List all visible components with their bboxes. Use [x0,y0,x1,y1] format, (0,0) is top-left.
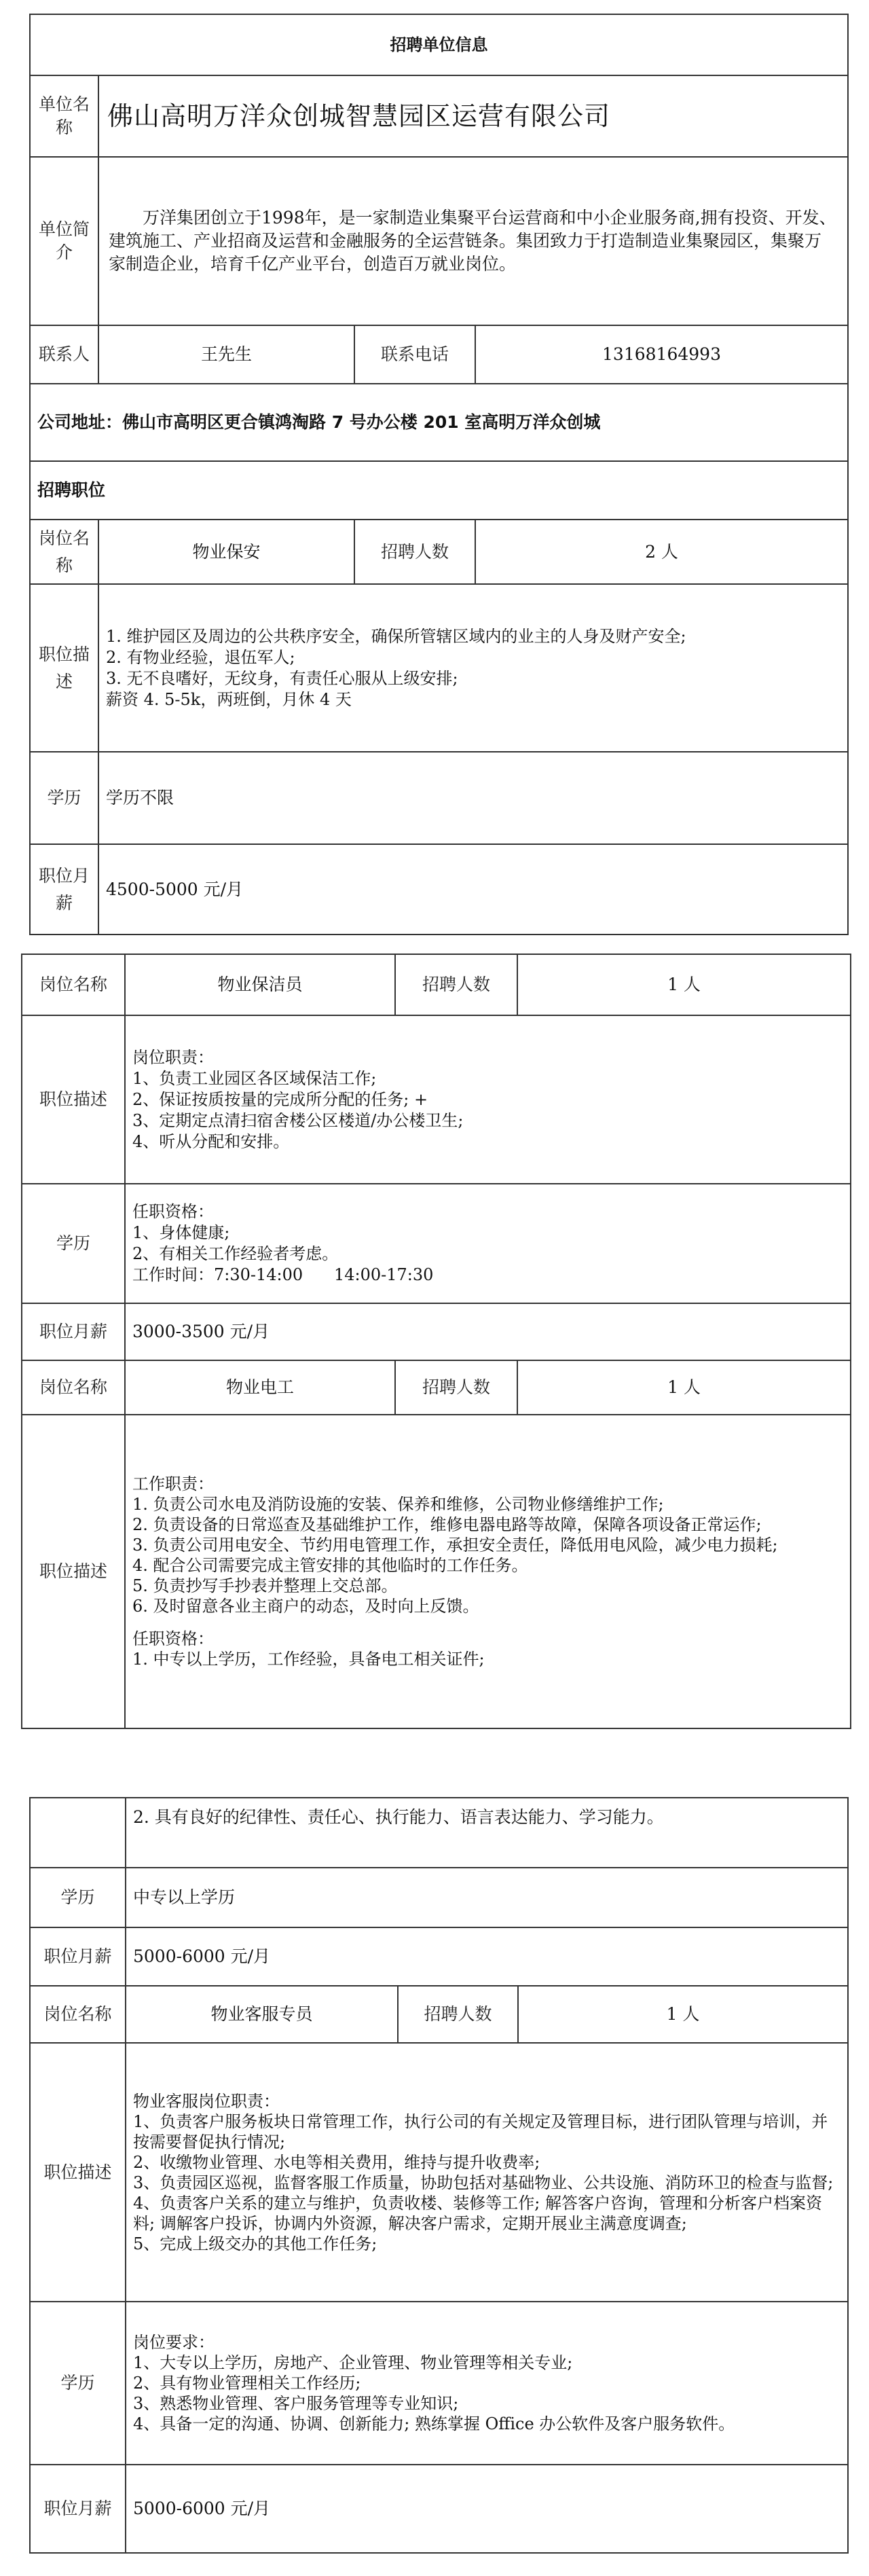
company-address: 公司地址：佛山市高明区更合镇鸿淘路 7 号办公楼 201 室高明万洋众创城 [30,384,848,461]
job-3-desc-line: 2. 负责设备的日常巡查及基础维护工作，维修电器电路等故障，保障各项设备正常运作; [132,1515,762,1534]
company-name-label: 单位名称 [30,75,98,157]
job-1-position-label: 岗位名称 [30,520,98,584]
job-3-position: 物业电工 [125,1360,395,1415]
job-1-count-label: 招聘人数 [354,520,475,584]
job-2-desc-line: 1、负责工业园区各区域保洁工作; [132,1068,377,1088]
job-3-desc [125,1415,851,1728]
job-4-edu [126,2302,848,2465]
job-4-count-label: 招聘人数 [398,1986,518,2043]
job-1-desc-line: 3. 无不良嗜好，无纹身，有责任心服从上级安排; [106,668,458,688]
job-2-edu-label: 学历 [22,1184,125,1303]
job-2-salary-label: 职位月薪 [22,1303,125,1360]
job-4-position-label: 岗位名称 [30,1986,126,2043]
job-2-desc-line: 4、听从分配和安排。 [132,1131,290,1151]
job-4-position: 物业客服专员 [126,1986,398,2043]
job-2-desc [125,1015,851,1184]
header-title: 招聘单位信息 [30,14,848,75]
job-3-desc-line: 3. 负责公司用电安全、节约用电管理工作，承担安全责任，降低用电风险，减少电力损耗; [132,1536,778,1555]
job-4-salary: 5000-6000 元/月 [126,2465,848,2553]
jobs-heading: 招聘职位 [30,461,848,520]
job-3-count: 1 人 [517,1360,851,1415]
job-1-desc-line: 薪资 4. 5-5k，两班倒，月休 4 天 [106,689,352,709]
company-intro: 万洋集团创立于1998年，是一家制造业集聚平台运营商和中小企业服务商,拥有投资、开发、建筑施工、产业招商及运营和金融服务的全运营链条。集团致力于打造制造业集聚园区，集聚万家制造企业，培育千亿产业平台，创造百万就业岗位。 [98,157,848,325]
job-3-salary-label: 职位月薪 [30,1927,126,1986]
job-4-salary-label: 职位月薪 [30,2465,126,2553]
job-2-edu-line: 工作时间：7:30-14:00 14:00-17:30 [132,1265,434,1284]
job-4-desc-line: 1、负责客户服务板块日常管理工作，执行公司的有关规定及管理目标，进行团队管理与培训，并按需要督促执行情况; [133,2111,828,2152]
job-4-edu-line: 2、具有物业管理相关工作经历; [133,2374,361,2393]
job-4-desc-label: 职位描述 [30,2043,126,2302]
phone-value: 13168164993 [475,325,848,384]
job-3-desc-line: 5. 负责抄写手抄表并整理上交总部。 [132,1576,398,1595]
job-1-desc-label: 职位描述 [30,584,98,752]
phone-label: 联系电话 [354,325,475,384]
jobs-table-3 [29,1797,849,2554]
job-2-count-label: 招聘人数 [395,954,517,1015]
job-3-desc-line [132,1616,843,1629]
job-3-desc-line: 6. 及时留意各业主商户的动态，及时向上反馈。 [132,1597,479,1616]
job-3-desc-label: 职位描述 [22,1415,125,1728]
job-2-edu [125,1184,851,1303]
job-3-position-label: 岗位名称 [22,1360,125,1415]
job-1-salary-label: 职位月薪 [30,844,98,935]
job-3-desc-line: 1. 负责公司水电及消防设施的安装、保养和维修，公司物业修缮维护工作; [132,1495,664,1514]
job-3-edu: 中专以上学历 [126,1868,848,1927]
company-info-table [29,14,849,935]
contact-value: 王先生 [98,325,354,384]
job-3-salary: 5000-6000 元/月 [126,1927,848,1986]
job-1-desc-line: 2. 有物业经验，退伍军人; [106,647,295,667]
job-3-edu-label: 学历 [30,1868,126,1927]
job-3-desc-line: 4. 配合公司需要完成主管安排的其他临时的工作任务。 [132,1556,528,1575]
job-1-title-row [30,520,848,584]
job-1-salary: 4500-5000 元/月 [98,844,848,935]
job-2-edu-line: 2、有相关工作经验者考虑。 [132,1244,339,1263]
job-3-desc-line: 任职资格： [132,1629,214,1648]
job-1-edu: 学历不限 [98,752,848,844]
job-1-desc [98,584,848,752]
job-1-desc-line: 1. 维护园区及周边的公共秩序安全，确保所管辖区域内的业主的人身及财产安全; [106,626,686,646]
job-1-count: 2 人 [475,520,848,584]
job-3-cont-blank [30,1798,126,1868]
job-2-desc-label: 职位描述 [22,1015,125,1184]
contact-label: 联系人 [30,325,98,384]
job-2-desc-line: 2、保证按质按量的完成所分配的任务; + [132,1089,428,1109]
job-4-edu-line: 4、具备一定的沟通、协调、创新能力; 熟练掌握 Office 办公软件及客户服务软件。 [133,2414,735,2433]
job-4-desc-line: 3、负责园区巡视，监督客服工作质量，协助包括对基础物业、公共设施、消防环卫的检查与监督; [133,2173,834,2192]
jobs-table-2 [21,954,851,1729]
job-4-edu-label: 学历 [30,2302,126,2465]
job-4-count: 1 人 [518,1986,848,2043]
job-3-desc-line: 1. 中专以上学历，工作经验，具备电工相关证件; [132,1650,485,1669]
job-2-desc-line: 3、定期定点清扫宿舍楼公区楼道/办公楼卫生; [132,1110,464,1130]
job-3-desc-line: 工作职责： [132,1474,214,1493]
company-name: 佛山高明万洋众创城智慧园区运营有限公司 [98,75,848,157]
job-2-desc-line: 岗位职责： [132,1047,214,1067]
job-3-desc-cont: 2. 具有良好的纪律性、责任心、执行能力、语言表达能力、学习能力。 [126,1798,848,1868]
job-3-count-label: 招聘人数 [395,1360,517,1415]
company-intro-label: 单位简介 [30,157,98,325]
job-4-desc-line: 物业客服岗位职责： [133,2091,280,2111]
job-2-position-label: 岗位名称 [22,954,125,1015]
job-2-salary: 3000-3500 元/月 [125,1303,851,1360]
job-2-position: 物业保洁员 [125,954,395,1015]
job-4-desc-line: 5、完成上级交办的其他工作任务; [133,2234,377,2253]
job-2-edu-line: 任职资格： [132,1202,214,1221]
job-2-count: 1 人 [517,954,851,1015]
job-4-edu-line: 3、熟悉物业管理、客户服务管理等专业知识; [133,2394,459,2413]
job-4-desc-line: 4、负责客户关系的建立与维护，负责收楼、装修等工作; 解答客户咨询，管理和分析客户档案资料; 调解客户投诉，协调内外资源，解决客户需求，定期开展业主满意度调查; [133,2193,822,2233]
job-4-desc-line: 2、收缴物业管理、水电等相关费用，维持与提升收费率; [133,2152,540,2172]
job-4-edu-line: 岗位要求： [133,2333,215,2352]
job-4-desc [126,2043,848,2302]
job-4-edu-line: 1、大专以上学历，房地产、企业管理、物业管理等相关专业; [133,2353,573,2372]
job-1-position: 物业保安 [98,520,354,584]
job-1-edu-label: 学历 [30,752,98,844]
job-2-edu-line: 1、身体健康; [132,1223,230,1242]
